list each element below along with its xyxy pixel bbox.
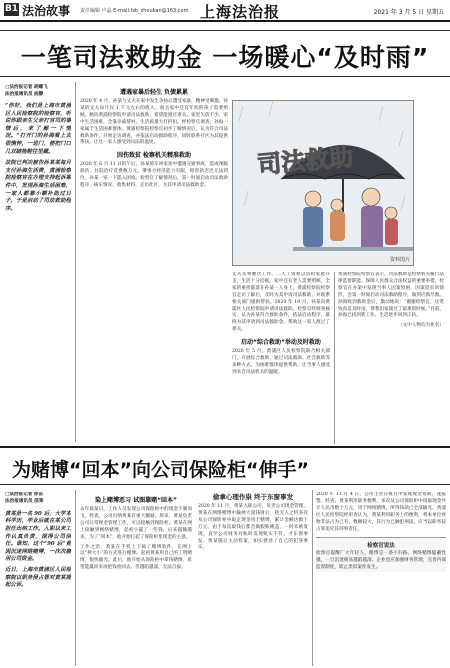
- illustration-title: 司法救助: [256, 142, 355, 180]
- page-header: [0, 0, 450, 22]
- column-divider: [312, 490, 313, 666]
- story2-col2-text-b: 工作之余，黄某在手机上下载了赌博软件，在网上以“押大小”的方式进行赌博。起初黄某用自己的工资赌博，很快输光。此后，他开始从保险柜中拿钱赌博，希望能赢回来再把钱放回去，但越陷越深，无法自拔。: [80, 544, 192, 571]
- story2-col4-text: 2020 年 11 月 4 日，公司主管在账目中发现现金短缺，遂报警。经查，黄某利用职务便利，多次从公司保险柜中窃取现金共计人民币数十万元，用于网络赌博，所得钱款已全部输光。黄浦区人民检察院经审查认为，黄某利用职务上的便利，将本单位财物非法占为己有，数额较大，其行为已触犯刑法，应当以职务侵占罪追究其刑事责任。: [316, 492, 446, 532]
- story2-col3-text: 2020 年 11 月，黄某入职公司，负责公司现金管理。黄某在网络赌博中输掉大量钱财后，趁无人之机多次从公司保险柜中取走现金用于赌博，累计金额达数十万元。由于每次取钱后都会做假账掩盖，一时未被发现。直至公司财务对账时发现账实不符，才东窗事发。黄某随后主动投案，如实供述了自己的犯罪事实。: [198, 504, 308, 551]
- story2-col1: [5, 492, 71, 662]
- divider: [0, 446, 450, 448]
- prosecutor-comment-title: 检察官说法: [367, 543, 395, 550]
- story1-col3-text-b: 2020 年 5 月，黄浦区人民检察院联合相关部门，开展综合救助，通过司法救助、社会救助等多种方式，为困难群体提供帮助，让当事人感受到来自司法机关的温暖。: [232, 349, 330, 375]
- story2-subhead-2: 偷拿心理作祟 终于东窗事发: [212, 493, 294, 501]
- divider: [0, 76, 450, 77]
- story1-subhead-1: 遭遇家暴后轻生 负债累累: [119, 89, 189, 96]
- story1-col4: [338, 272, 444, 444]
- story2-col2: [80, 492, 192, 666]
- prosecutor-comment-box: [316, 537, 446, 572]
- column-divider: [75, 490, 76, 666]
- column-divider: [334, 272, 335, 444]
- prosecutor-comment-text: 检察官提醒广大年轻人，赌博是一条不归路。网络赌博隐蔽性强，一旦沉迷极易越陷越深。企业也应加强财务管理，完善内部监督制度，防止类似案件发生。: [316, 551, 446, 571]
- story1-footnote: （文中人物均为化名）: [398, 323, 444, 329]
- newspaper-masthead: 上海法治报: [200, 3, 281, 21]
- story2-summary: 黄某是一名 90 后，大学本科学历，毕业后就在某公司担任出纳工作。入职以来工作认真负责，深得公司信任。谁知，这个“90 后”竟因沉迷网络赌博，一次次挪用公司资金。: [5, 510, 71, 563]
- divider: [0, 484, 450, 485]
- justice-aid-illustration: [232, 100, 414, 266]
- story2-col2-text: 去年底某日，工作人员发现公司保险柜中的现金不翼而飞。经查，公司出纳黄某有重大嫌疑。原来，黄某负责公司日常现金管理工作，可以接触到保险柜。黄某在网上接触到网络赌博，起初小赢了一些钱，后来越输越多，为了“回本”，他开始打起了保险柜里现金的主意。: [80, 507, 192, 540]
- story1-subhead-2: 因伤致贫 检察机关精准救助: [116, 152, 192, 160]
- photo-credit: 资料图片: [389, 257, 410, 263]
- story1-col3: [232, 272, 330, 444]
- story1-intro-more: 法院已判决被告孙某某每月支付孙海生活费，黄浦检察院检察官在办理支持起诉案件中，发现孙海生活困难，一家人都靠小额补助过日子，于是启动了司法救助程序。: [5, 160, 71, 212]
- story1-col2-text: 2020 年 4 月，孙某与丈夫在家中发生争执后遭受家暴，精神受刺激。孙某的丈夫每月仅 1 千元左右的收入，而且家中还有年幼的孩子需要照顾。她向黄浦检察院申请司法救助，希望能渡过难关。家里欠债不少，家中生活困难，全靠亲戚帮衬，生活质量大打折扣。经检察官调查，孙海一家属于生活困难群体。黄浦检察院检察官初步了解情况后，认为符合司法救助条件，开始走访调查，并依法启动救助程序，同时联系社区为其提供帮扶，让这一家人感受到司法的温度。: [80, 99, 228, 146]
- editor-credits: 责任编辑 卢晶 E-mail:fzb_zhoukan@163.com: [80, 8, 189, 14]
- story1-col3-text: 丈夫从事餐饮工作，二人工资难以负担家庭开支，生活十分拮据。家中还有老人需要照顾，全家的重担都落在孙某一人身上。黄浦检察院检察官走访了解后，及时为其申请司法救助，并联系相关部门提供帮扶。2020 年 10 月，孙某向黄浦区人民检察院申请司法救助。检察官经调查核实，认为孙某符合救助条件，依法启动程序，最终为其申请到司法救助金，帮助这一家人渡过了难关。: [232, 272, 330, 333]
- story1-col1: [5, 84, 71, 439]
- story1-subhead-3: 启动“综合救助”举动及时救助: [241, 339, 321, 347]
- issue-date: 2021 年 3 月 5 日 星期五: [373, 9, 444, 16]
- story1-col4-text: 黄浦检察院检察官表示，司法救助是检察机关履行法律监督职能、保障人民群众合法权益的重要举措。检察官在办案中发现当事人因案致困、因案返贫的情形，会第一时间启动司法救助程序，做到应救尽救。孙海收到救助金后，激动地说：“谢谢检察官，这笔钱真是及时雨，帮我们家渡过了最难的时候。”目前，孙海已找到新工作，生活逐步回到正轨。: [338, 272, 444, 319]
- story1-byline: □法治报记者 胡蝶飞 法治报通讯员 曲静: [5, 85, 48, 97]
- story1-col2-text-b: 2020 年 6 月 11 日的午后，孙某骑车回家途中遭遇交通事故，造成颅脑损伤，住院治疗花费数万元。肇事方经济能力有限，赔偿款迟迟无法到位。孙某一家一下陷入困境。检察官了解情况后，第一时间启动司法救助程序，核实情况、收集材料、走访社区，为其申请司法救助金。: [80, 162, 228, 189]
- page-number-badge: B1: [4, 4, 19, 14]
- story1-col2: [80, 84, 228, 444]
- section-title: 法治故事: [22, 4, 71, 18]
- story2-summary-b: 近日，上海市黄浦区人民检察院以职务侵占罪对黄某提起公诉。: [5, 566, 71, 589]
- umbrella-family-icon: [233, 101, 414, 266]
- story2-col4: [316, 492, 446, 666]
- divider: [0, 30, 450, 31]
- story1-headline: 一笔司法救助金 一场暖心“及时雨”: [20, 43, 430, 72]
- story1-intro: “你好，我们是上海市黄浦区人民检察院的检察官，听说你跟亲生父亲打官司的事情后，来了解一下情况。”打开门的孙海看上去很憔悴，一进门，便把门口几双破拖鞋往里藏。: [5, 103, 71, 155]
- story2-subhead-1: 染上赌博恶习 试图靠赌“回本”: [95, 497, 177, 504]
- story2-byline: □法治报记者 徐苗 法治报通讯员 邵斐: [5, 492, 44, 504]
- story2-col3: [198, 492, 308, 666]
- column-divider: [75, 82, 76, 442]
- story2-headline: 为赌博“回本”向公司保险柜“伸手”: [12, 459, 309, 481]
